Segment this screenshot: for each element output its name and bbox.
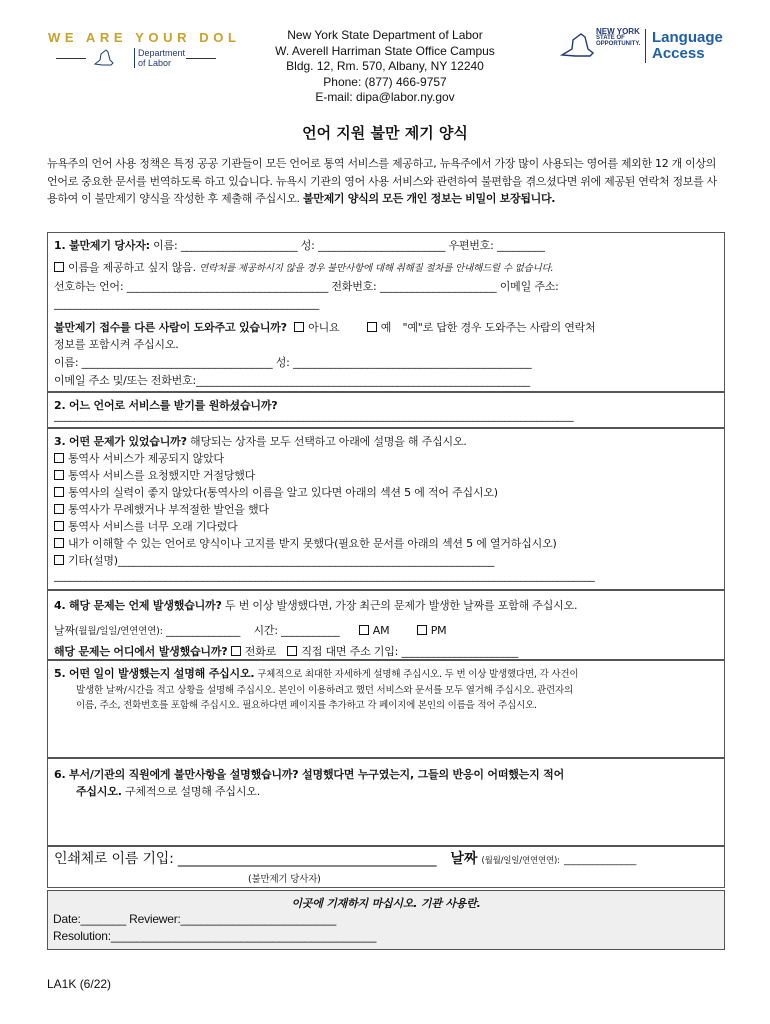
s3-option-label: 통역사의 실력이 좋지 않았다(통역사의 이름을 알고 있다면 아래의 섹션 5 에 적어 주십시오) xyxy=(68,486,498,499)
office-resolution: Resolution:_________________________________________ xyxy=(53,929,377,943)
phone-label: 전화로 xyxy=(244,645,277,658)
helper-yes-label: 예 xyxy=(380,321,392,334)
s6-title-1: 6. 부서/기관의 직원에게 불만사항을 설명했습니까? 설명했다면 누구였는지, 그들의 반응이 어떠했는지 적어 xyxy=(54,768,565,781)
nys-mark-line3: OPPORTUNITY. xyxy=(596,41,641,47)
s3-option-label: 통역사가 무례했거나 부적절한 발언을 했다 xyxy=(68,503,269,516)
s1-title: 1. 불만제기 당사자: xyxy=(54,239,150,252)
s1-name-row xyxy=(54,237,545,253)
time-field[interactable]: 시간: ___________ xyxy=(253,624,340,637)
ny-state-icon xyxy=(92,48,114,68)
la-line1: Language xyxy=(652,29,723,46)
dol-slogan: WE ARE YOUR DOL xyxy=(48,30,241,45)
la-line2: Access xyxy=(652,45,705,62)
s3-checkbox-4[interactable] xyxy=(54,504,64,514)
helper-yes-checkbox[interactable] xyxy=(367,322,377,332)
s3-explain-field[interactable]: ______________________________________________________________________________________________________ xyxy=(54,569,595,582)
helper-no-checkbox[interactable] xyxy=(294,322,304,332)
s3-option-7[interactable] xyxy=(54,552,494,568)
intro-paragraph xyxy=(47,155,727,208)
agency-building: Bldg. 12, Rm. 570, Albany, NY 12240 xyxy=(286,59,484,73)
s6-title-row xyxy=(54,766,564,782)
agency-campus: W. Averell Harriman State Office Campus xyxy=(275,43,495,58)
s3-title: 3. 어떤 문제가 있었습니까? xyxy=(54,435,187,448)
s6-title-row-2 xyxy=(76,783,260,799)
section-3 xyxy=(47,428,725,590)
ny-state-outline-icon xyxy=(560,31,594,61)
s2-language-field[interactable]: __________________________________________________________________________________________________ xyxy=(54,409,574,422)
helper-no-label: 아니요 xyxy=(308,321,340,334)
section-5[interactable] xyxy=(47,660,725,758)
s3-option-3[interactable] xyxy=(54,484,498,500)
logo-divider xyxy=(645,29,646,63)
agency-address xyxy=(230,28,540,106)
agency-name: New York State Department of Labor xyxy=(287,28,483,42)
s5-title-row xyxy=(54,665,578,681)
s3-checkbox-7[interactable] xyxy=(54,555,64,565)
s6-title-2: 주십시오. xyxy=(76,785,122,798)
s1-language-phone-email[interactable]: 선호하는 언어: ______________________________________ 전화번호: ______________________ 이메일 주소: xyxy=(54,280,559,293)
helper-name-fields[interactable]: 이름: ____________________________________ 성: _____________________________________________ xyxy=(54,356,532,369)
s5-title: 5. 어떤 일이 발생했는지 설명해 주십시오. xyxy=(54,667,255,680)
sign-date-field[interactable]: _______________ xyxy=(564,855,637,866)
date-field[interactable]: ______________ xyxy=(166,624,241,637)
s3-checkbox-1[interactable] xyxy=(54,453,64,463)
opt-out-checkbox[interactable] xyxy=(54,262,64,272)
s3-option-1[interactable] xyxy=(54,450,224,466)
s4-title-row xyxy=(54,597,577,613)
phone-checkbox[interactable] xyxy=(231,646,241,656)
date-label: 날짜 xyxy=(54,624,75,637)
dol-logo-line1: Department xyxy=(138,48,186,58)
helper-tail-2: 정보를 포함시켜 주십시오. xyxy=(54,338,179,351)
in-person-address-field[interactable]: 직접 대면 주소 기입: ______________________ xyxy=(301,645,519,658)
s3-option-2[interactable] xyxy=(54,467,255,483)
s3-checkbox-5[interactable] xyxy=(54,521,64,531)
s3-option-label: 내가 이해할 수 있는 언어로 양식이나 고지를 받지 못했다(필요한 문서를 아래의 섹션 5 에 열거하십시오) xyxy=(68,537,557,550)
where-question: 해당 문제는 어디에서 발생했습니까? xyxy=(54,645,228,658)
office-use-title: 이곳에 기재하지 마십시오. 기관 사용란. xyxy=(291,897,481,910)
signature-section xyxy=(47,846,725,888)
date-format: (월월/일일/연연연연): xyxy=(74,626,163,637)
s3-option-label: 기타(설명)_______________________________________________________________________ xyxy=(68,554,495,567)
s4-title-tail: 두 번 이상 발생했다면, 가장 최근의 문제가 발생한 날짜를 포함해 주십시오. xyxy=(221,599,578,612)
sign-date-label: 날짜 xyxy=(450,851,478,867)
form-title: 언어 지원 불만 제기 양식 xyxy=(302,124,468,142)
s2-title-text: 2. 어느 언어로 서비스를 받기를 원하셨습니까? xyxy=(54,399,278,412)
s5-text-2: 발생한 날짜/시간을 적고 상황을 설명해 주십시오. 본인이 이용하려고 했던 서비스와 문서를 모두 열거해 주십시오. 관련자의 xyxy=(76,685,573,696)
dol-logo-line2: of Labor xyxy=(138,58,172,68)
intro-bold: 불만제기 양식의 모든 개인 정보는 비밀이 보장됩니다. xyxy=(302,192,556,205)
sign-name-field[interactable]: ______________________________________ xyxy=(177,851,437,867)
nys-mark-line2: STATE OF xyxy=(596,35,625,41)
in-person-checkbox[interactable] xyxy=(287,646,297,656)
s6-title-tail: 구체적으로 설명해 주십시오. xyxy=(121,785,260,798)
s1-opt-out-row xyxy=(54,259,553,275)
opt-out-note: 연락처를 제공하시지 않을 경우 불만사항에 대해 취해질 절차를 안내해드릴 수 없습니다. xyxy=(199,263,554,274)
am-checkbox[interactable] xyxy=(359,625,369,635)
s3-option-label: 통역사 서비스를 너무 오래 기다렸다 xyxy=(68,520,238,533)
s3-option-6[interactable] xyxy=(54,535,557,551)
sign-caption: (불만제기 당사자) xyxy=(248,874,321,885)
section-4 xyxy=(47,590,725,660)
s1-email-blank[interactable]: __________________________________________________ xyxy=(54,297,320,310)
s3-option-5[interactable] xyxy=(54,518,238,534)
language-access-text xyxy=(652,30,723,62)
am-label: AM xyxy=(372,624,390,637)
pm-checkbox[interactable] xyxy=(417,625,427,635)
dol-logo-text xyxy=(134,48,185,68)
nys-opportunity-mark xyxy=(596,29,640,47)
s1-name-fields[interactable]: 이름: ______________________ 성: ________________________ 우편번호: _________ xyxy=(153,239,545,252)
opt-out-label: 이름을 제공하고 싶지 않음. xyxy=(68,261,200,274)
section-1 xyxy=(47,232,725,392)
intro-text: 뉴욕주의 언어 사용 정책은 특정 공공 기관들이 모든 언어로 통역 서비스를 제공하고, 뉴욕주에서 가장 많이 사용되는 영어를 제외한 12 개 이상의 언어로 중요한 문서를 번역하도록 하고 있습니다. 뉴욕시 기관의 영어 사용 서비스와 관련하여 불편함을 겪으셨다면 위에 제공된 연락처 정보를 사용하여 이 불만제기 양식을 작성한 후 제출해 주십시오. xyxy=(47,157,717,205)
agency-phone: Phone: (877) 466-9757 xyxy=(323,74,447,89)
form-code: LA1K (6/22) xyxy=(47,977,112,991)
helper-contact-field[interactable]: 이메일 주소 및/또는 전화번호:_______________________________________________________________ xyxy=(54,374,530,387)
dol-logo xyxy=(56,48,216,70)
s3-option-label: 통역사 서비스가 제공되지 않았다 xyxy=(68,452,224,465)
s3-checkbox-6[interactable] xyxy=(54,538,64,548)
section-2 xyxy=(47,392,725,428)
s3-title-row xyxy=(54,433,467,449)
pm-label: PM xyxy=(430,624,447,637)
logo-rule-left xyxy=(56,58,86,59)
nys-mark-line1: NEW YORK xyxy=(596,27,640,36)
helper-tail: "예"로 답한 경우 도와주는 사람의 연락처 xyxy=(402,321,596,334)
office-date-reviewer: Date:_______ Reviewer:________________________ xyxy=(53,912,337,926)
s4-title: 4. 해당 문제는 언제 발생했습니까? xyxy=(54,599,222,612)
helper-question: 불만제기 접수를 다른 사람이 도와주고 있습니까? xyxy=(54,321,287,334)
agency-email: E-mail: dipa@labor.ny.gov xyxy=(315,90,455,104)
s5-text-3: 이름, 주소, 전화번호를 포함해 주십시오. 필요하다면 페이지를 추가하고 각 페이지에 본인의 이름을 적어 주십시오. xyxy=(76,700,537,711)
sign-date-format: (월월/일일/연연연연): xyxy=(481,856,560,866)
sign-row xyxy=(54,848,636,868)
section-6[interactable] xyxy=(47,758,725,846)
s4-date-row xyxy=(54,622,446,638)
s3-checkbox-3[interactable] xyxy=(54,487,64,497)
logo-rule-right xyxy=(186,58,216,59)
sign-name-label: 인쇄체로 이름 기입: xyxy=(54,851,174,867)
office-use-section xyxy=(47,890,725,950)
s1-helper-row xyxy=(54,319,596,335)
s4-where-row xyxy=(54,643,518,659)
s3-title-tail: 해당되는 상자를 모두 선택하고 아래에 설명을 해 주십시오. xyxy=(186,435,467,448)
language-access-logo xyxy=(560,27,735,69)
s3-checkbox-2[interactable] xyxy=(54,470,64,480)
s3-option-label: 통역사 서비스를 요청했지만 거절당했다 xyxy=(68,469,256,482)
s5-text-1: 구체적으로 최대한 자세하게 설명해 주십시오. 두 번 이상 발생했다면, 각 사건이 xyxy=(254,669,579,680)
s3-option-4[interactable] xyxy=(54,501,269,517)
